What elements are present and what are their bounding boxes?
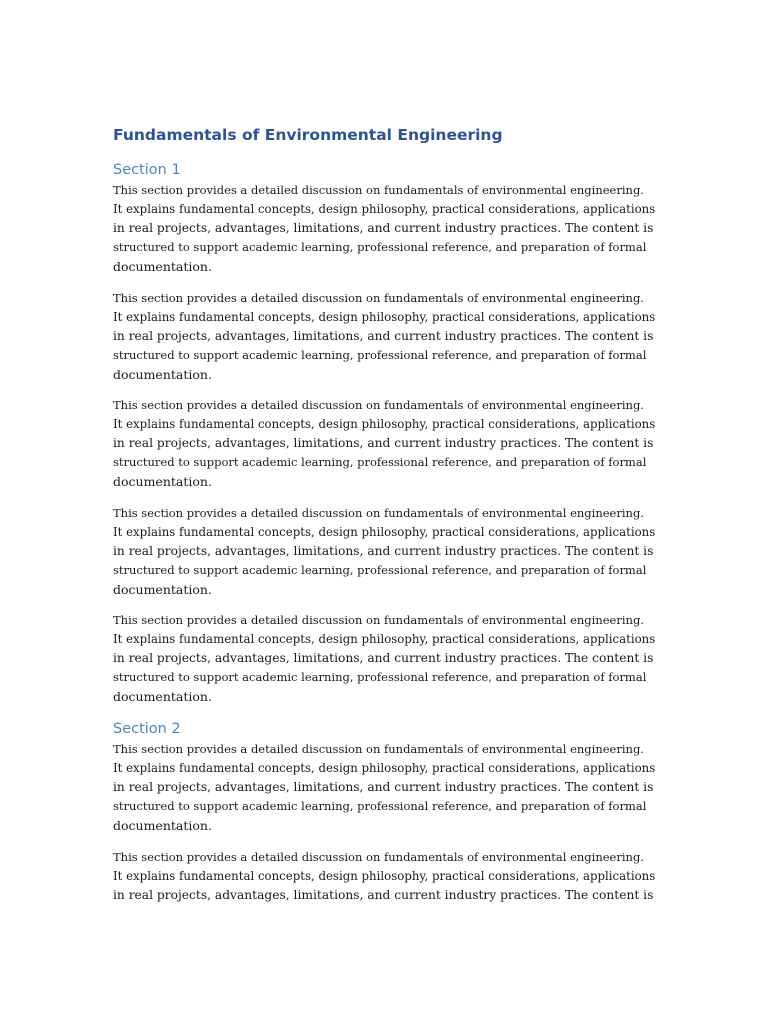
paragraph-line: documentation. — [113, 366, 212, 382]
paragraph-line: structured to support academic learning, professional reference, and preparation of formal — [113, 240, 647, 254]
paragraph-line: It explains fundamental concepts, design philosophy, practical considerations, applications — [113, 524, 656, 539]
paragraph-line: in real projects, advantages, limitations, and current industry practices. The content is — [113, 780, 654, 794]
paragraph-line: in real projects, advantages, limitations, and current industry practices. The content is — [113, 543, 654, 558]
document-body — [113, 124, 655, 905]
paragraph-line: in real projects, advantages, limitations, and current industry practices. The content is — [113, 221, 654, 235]
paragraph-line: documentation. — [113, 581, 212, 597]
paragraph-line: structured to support academic learning, professional reference, and preparation of formal — [113, 670, 647, 684]
paragraph-line: in real projects, advantages, limitations, and current industry practices. The content is — [113, 651, 654, 665]
paragraph-line: It explains fundamental concepts, design philosophy, practical considerations, applications — [113, 632, 656, 646]
paragraph-line: It explains fundamental concepts, design philosophy, practical considerations, applications — [113, 868, 656, 883]
paragraph-line: This section provides a detailed discussion on fundamentals of environmental engineering. — [113, 290, 644, 305]
paragraph-line: structured to support academic learning, professional reference, and preparation of formal — [113, 562, 647, 577]
paragraph — [113, 396, 655, 491]
section-2 — [113, 719, 655, 905]
paragraph-line: structured to support academic learning, professional reference, and preparation of formal — [113, 347, 647, 362]
paragraph-line: It explains fundamental concepts, design philosophy, practical considerations, applications — [113, 202, 656, 216]
paragraph-line: This section provides a detailed discussion on fundamentals of environmental engineering. — [113, 505, 644, 520]
paragraph-line: It explains fundamental concepts, design philosophy, practical considerations, applications — [113, 761, 656, 775]
paragraph-line: structured to support academic learning, professional reference, and preparation of formal — [113, 799, 647, 813]
paragraph — [113, 740, 655, 835]
paragraph-line: It explains fundamental concepts, design philosophy, practical considerations, applications — [113, 417, 656, 431]
document-title: Fundamentals of Environmental Engineering — [113, 126, 503, 144]
paragraph-line: in real projects, advantages, limitations, and current industry practices. The content is — [113, 328, 654, 343]
paragraph-line: This section provides a detailed discussion on fundamentals of environmental engineering. — [113, 742, 644, 756]
paragraph — [113, 289, 655, 384]
paragraph — [113, 181, 655, 276]
paragraph-line: documentation. — [113, 474, 212, 489]
paragraph-line: documentation. — [113, 259, 212, 274]
section-heading: Section 1 — [113, 162, 181, 178]
paragraph-line: This section provides a detailed discussion on fundamentals of environmental engineering. — [113, 183, 644, 197]
paragraph-line: It explains fundamental concepts, design philosophy, practical considerations, applications — [113, 309, 656, 324]
section-heading: Section 2 — [113, 721, 181, 737]
section-1 — [113, 160, 655, 706]
paragraph-line: documentation. — [113, 818, 212, 833]
paragraph-line: in real projects, advantages, limitations, and current industry practices. The content is — [113, 436, 654, 450]
paragraph-line: This section provides a detailed discussion on fundamentals of environmental engineering. — [113, 849, 644, 864]
paragraph-line: This section provides a detailed discussion on fundamentals of environmental engineering. — [113, 613, 644, 627]
paragraph-line: structured to support academic learning, professional reference, and preparation of formal — [113, 455, 647, 469]
paragraph-line: This section provides a detailed discussion on fundamentals of environmental engineering. — [113, 398, 644, 412]
paragraph-line: documentation. — [113, 689, 212, 704]
paragraph-line: in real projects, advantages, limitations, and current industry practices. The content is — [113, 887, 654, 902]
paragraph — [113, 848, 655, 905]
paragraph — [113, 611, 655, 706]
paragraph — [113, 504, 655, 599]
